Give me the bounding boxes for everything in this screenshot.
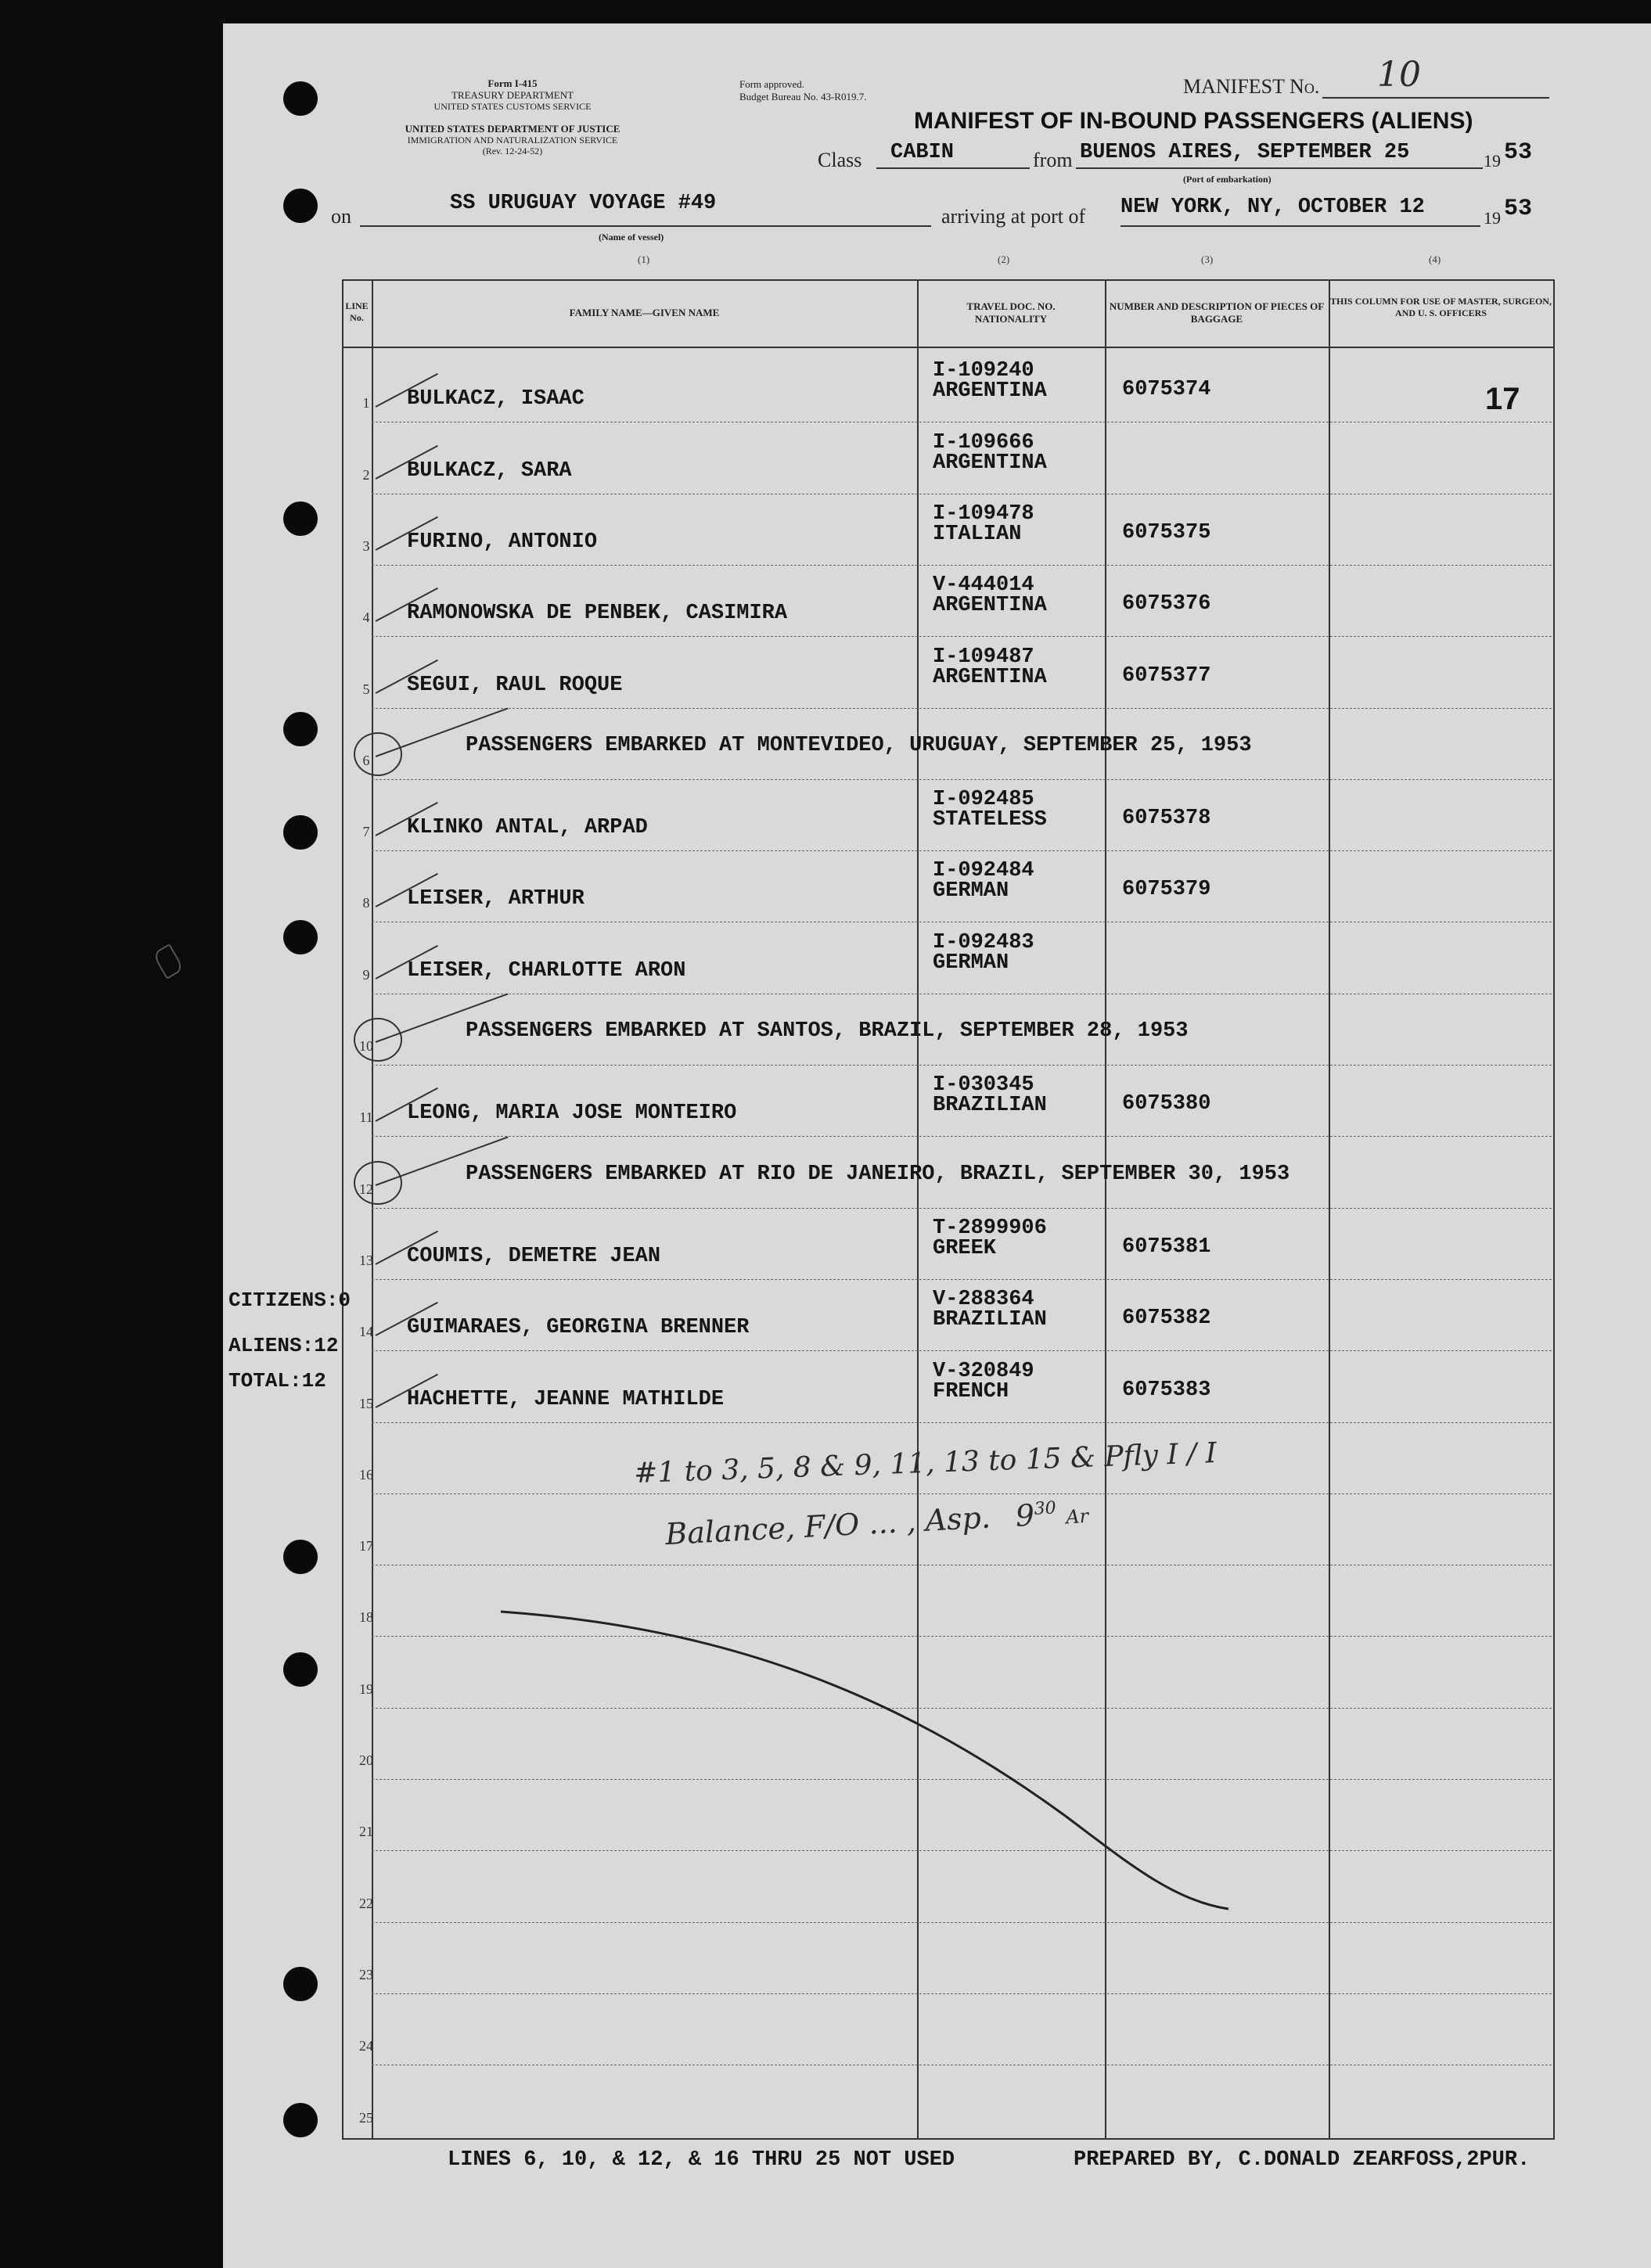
manifest-no-underline (1322, 97, 1549, 99)
travel-doc-number: V-320849 (933, 1360, 1034, 1383)
row-rule (372, 565, 1552, 566)
row-rule (372, 1422, 1552, 1423)
line-number: 15 (359, 1396, 373, 1411)
on-label: on (331, 205, 351, 228)
col-header-baggage: NUMBER AND DESCRIPTION OF PIECES OF BAGGAGE (1109, 300, 1325, 325)
line-number: 5 (362, 681, 370, 697)
line-number: 24 (359, 2038, 373, 2054)
row-rule (372, 1493, 1552, 1494)
class-value: CABIN (890, 141, 955, 164)
header-rule (342, 347, 1555, 348)
class-label: Class (818, 149, 862, 171)
from-label: from (1033, 149, 1073, 171)
footer-prepared-by: PREPARED BY, C.DONALD ZEARFOSS,2PUR. (1074, 2148, 1531, 2172)
revision: (Rev. 12-24-52) (482, 145, 543, 156)
travel-doc-number: I-030345 (933, 1073, 1034, 1097)
embarkation-section-heading: PASSENGERS EMBARKED AT RIO DE JANEIRO, BRAZIL, SEPTEMBER 30, 1953 (466, 1163, 1290, 1186)
line-number: 19 (359, 1681, 373, 1697)
passenger-name: LEONG, MARIA JOSE MONTEIRO (407, 1102, 737, 1125)
row-rule (372, 850, 1552, 851)
passenger-name: GUIMARAES, GEORGINA BRENNER (407, 1316, 750, 1339)
travel-doc-number: V-444014 (933, 573, 1034, 597)
dept-customs: UNITED STATES CUSTOMS SERVICE (433, 100, 592, 112)
passenger-name: COUMIS, DEMETRE JEAN (407, 1245, 661, 1268)
row-rule (372, 779, 1552, 780)
passenger-name: HACHETTE, JEANNE MATHILDE (407, 1388, 725, 1411)
baggage-number: 6075374 (1122, 378, 1211, 401)
baggage-number: 6075375 (1122, 521, 1211, 545)
col-header-officers: THIS COLUMN FOR USE OF MASTER, SURGEON, AND U. S. OFFICERS (1330, 296, 1552, 318)
nationality: GERMAN (933, 951, 1009, 975)
punch-hole (283, 1540, 318, 1574)
punch-hole (283, 1652, 318, 1687)
baggage-number: 6075382 (1122, 1307, 1211, 1330)
footer-not-used: LINES 6, 10, & 12, & 16 THRU 25 NOT USED (448, 2148, 955, 2172)
passenger-name: FURINO, ANTONIO (407, 530, 598, 554)
line-number: 13 (359, 1253, 373, 1268)
handwritten-time-suffix: Ar (1065, 1504, 1089, 1529)
port-embark-label: (Port of embarkation) (1183, 174, 1272, 185)
travel-doc-number: V-288364 (933, 1288, 1034, 1311)
line-number: 9 (362, 967, 370, 983)
line-number: 10 (359, 1038, 373, 1054)
passenger-name: RAMONOWSKA DE PENBEK, CASIMIRA (407, 602, 788, 625)
passenger-name: KLINKO ANTAL, ARPAD (407, 816, 648, 839)
col-header-travel-doc: TRAVEL DOC. NO. NATIONALITY (966, 300, 1056, 325)
line-number: 3 (362, 538, 370, 554)
handwritten-time: 9 (1014, 1497, 1036, 1533)
travel-doc-number: I-109487 (933, 645, 1034, 669)
passenger-name: LEISER, CHARLOTTE ARON (407, 959, 686, 983)
row-rule (372, 1136, 1552, 1137)
officer-count-mark: 17 (1485, 382, 1520, 416)
row-rule (372, 1993, 1552, 1994)
arrive-year-value: 53 (1504, 196, 1533, 222)
dept-justice: UNITED STATES DEPARTMENT OF JUSTICE (405, 123, 620, 135)
line-number: 22 (359, 1896, 373, 1911)
nationality: ARGENTINA (933, 451, 1047, 475)
vessel-value: SS URUGUAY VOYAGE #49 (450, 192, 717, 215)
punch-hole (283, 815, 318, 850)
line-number: 4 (362, 609, 370, 625)
line-number: 8 (362, 895, 370, 911)
line-number: 11 (359, 1109, 373, 1125)
column-number-2: (2) (998, 253, 1010, 265)
form-number: Form I-415 (487, 77, 538, 89)
column-number-1: (1) (638, 253, 650, 265)
travel-doc-number: I-109666 (933, 431, 1034, 455)
justice-block (317, 124, 708, 157)
travel-doc-number: T-2899906 (933, 1217, 1047, 1240)
paper-mark (152, 944, 185, 979)
baggage-number: 6075383 (1122, 1378, 1211, 1402)
baggage-number: 6075377 (1122, 664, 1211, 688)
punch-hole (283, 712, 318, 746)
dept-treasury: TREASURY DEPARTMENT (451, 88, 574, 101)
punch-hole (283, 1967, 318, 2001)
row-rule (372, 708, 1552, 709)
line-number: 12 (359, 1181, 373, 1197)
row-rule (372, 1065, 1552, 1066)
manifest-no-value: 10 (1377, 55, 1421, 95)
handwritten-balance-text: Balance, F/O ... , Asp. (664, 1500, 991, 1552)
dept-immigration: IMMIGRATION AND NATURALIZATION SERVICE (407, 134, 618, 146)
arriving-underline (1120, 225, 1480, 227)
passenger-name: LEISER, ARTHUR (407, 887, 585, 911)
line-number: 18 (359, 1609, 373, 1625)
punch-hole (283, 189, 318, 223)
col-header-name: FAMILY NAME—GIVEN NAME (569, 307, 720, 318)
line-number: 20 (359, 1752, 373, 1768)
total-count: TOTAL:12 (228, 1369, 326, 1393)
travel-doc-number: I-092484 (933, 859, 1034, 882)
vessel-label: (Name of vessel) (599, 232, 664, 243)
embarkation-section-heading: PASSENGERS EMBARKED AT SANTOS, BRAZIL, SEPTEMBER 28, 1953 (466, 1019, 1189, 1043)
nationality: BRAZILIAN (933, 1308, 1047, 1332)
travel-doc-number: I-092485 (933, 788, 1034, 811)
nationality: GERMAN (933, 879, 1009, 903)
col-divider-line (372, 279, 373, 2138)
punch-hole (283, 501, 318, 536)
line-number: 1 (362, 395, 370, 411)
passenger-name: SEGUI, RAUL ROQUE (407, 674, 623, 697)
nationality: STATELESS (933, 808, 1047, 832)
nationality: ARGENTINA (933, 594, 1047, 617)
row-rule (372, 1350, 1552, 1351)
passenger-name: BULKACZ, SARA (407, 459, 572, 483)
manifest-title: MANIFEST OF IN-BOUND PASSENGERS (ALIENS) (914, 108, 1473, 134)
punch-hole (283, 2103, 318, 2137)
budget-bureau: Budget Bureau No. 43-R019.7. (739, 90, 867, 102)
year-value: 53 (1504, 139, 1533, 166)
baggage-number: 6075381 (1122, 1235, 1211, 1259)
handwritten-time-minutes: 30 (1033, 1498, 1057, 1519)
punch-hole (283, 920, 318, 954)
nationality: BRAZILIAN (933, 1094, 1047, 1117)
vessel-underline (360, 225, 931, 227)
line-number: 23 (359, 1967, 373, 1982)
arrive-year-prefix: 19 (1484, 208, 1501, 228)
arriving-value: NEW YORK, NY, OCTOBER 12 (1120, 196, 1425, 219)
baggage-number: 6075380 (1122, 1092, 1211, 1116)
col-header-line-no: LINE No. (345, 300, 369, 323)
form-agency-block (395, 78, 630, 113)
baggage-number: 6075379 (1122, 878, 1211, 901)
citizens-count: CITIZENS:0 (228, 1289, 351, 1312)
class-underline (876, 167, 1030, 169)
nationality: GREEK (933, 1237, 997, 1260)
travel-doc-number: I-092483 (933, 931, 1034, 954)
line-number: 17 (359, 1538, 373, 1554)
arriving-label: arriving at port of (941, 205, 1086, 228)
nationality: FRENCH (933, 1380, 1009, 1404)
from-underline (1076, 167, 1483, 169)
year-prefix: 19 (1484, 151, 1501, 171)
approval-block (739, 78, 866, 102)
line-number: 2 (362, 467, 370, 483)
aliens-count: ALIENS:12 (228, 1334, 339, 1357)
punch-hole (283, 81, 318, 116)
passenger-name: BULKACZ, ISAAC (407, 387, 585, 411)
row-rule (372, 636, 1552, 637)
line-number: 7 (362, 824, 370, 839)
nationality: ITALIAN (933, 523, 1022, 546)
row-rule (372, 1279, 1552, 1280)
col-divider-baggage (1329, 279, 1330, 2138)
manifest-no-label: MANIFEST No. (1183, 75, 1320, 98)
handwritten-line-list: #1 to 3, 5, 8 & 9, 11, 13 to 15 & Pfly I / I (633, 1437, 1218, 1490)
nationality: ARGENTINA (933, 379, 1047, 403)
row-rule (372, 1208, 1552, 1209)
baggage-number: 6075376 (1122, 592, 1211, 616)
line-number: 25 (359, 2110, 373, 2126)
line-number: 21 (359, 1824, 373, 1839)
column-number-4: (4) (1429, 253, 1441, 265)
baggage-number: 6075378 (1122, 807, 1211, 830)
cancellation-stroke (485, 1596, 1252, 1925)
travel-doc-number: I-109240 (933, 359, 1034, 383)
form-approved: Form approved. (739, 78, 805, 90)
nationality: ARGENTINA (933, 666, 1047, 689)
line-number: 6 (362, 753, 370, 768)
line-number: 14 (359, 1324, 373, 1339)
from-value: BUENOS AIRES, SEPTEMBER 25 (1080, 141, 1410, 164)
travel-doc-number: I-109478 (933, 502, 1034, 526)
line-number: 16 (359, 1467, 373, 1483)
embarkation-section-heading: PASSENGERS EMBARKED AT MONTEVIDEO, URUGUAY, SEPTEMBER 25, 1953 (466, 734, 1252, 757)
column-number-3: (3) (1201, 253, 1214, 265)
